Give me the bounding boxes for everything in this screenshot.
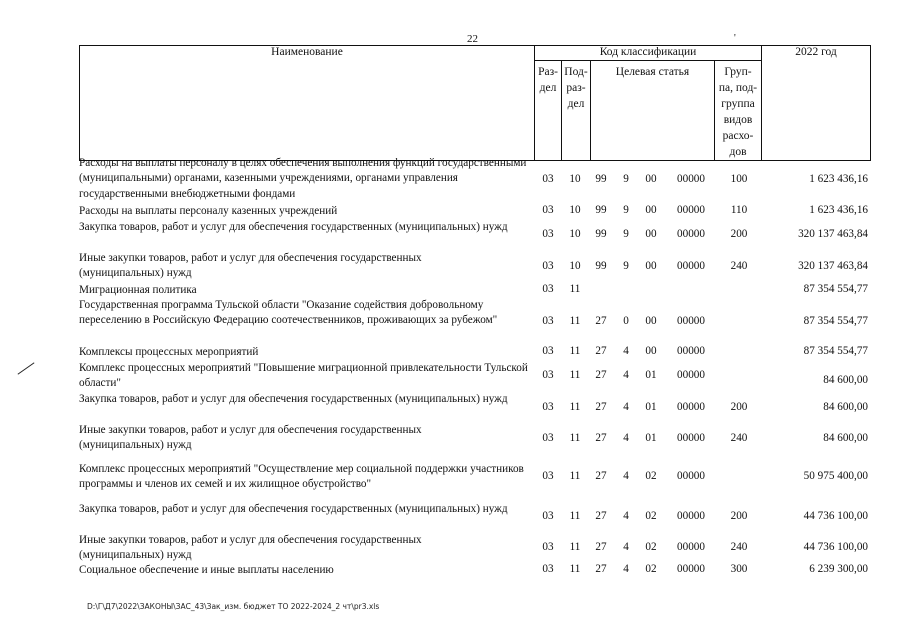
row-name: Закупка товаров, работ и услуг для обеспечения государственных (муниципальных) нужд bbox=[79, 393, 508, 405]
table-header bbox=[79, 45, 871, 161]
header-year: 2022 год bbox=[762, 46, 871, 161]
row-group: 200 bbox=[730, 228, 748, 240]
row-target-type: 4 bbox=[623, 470, 629, 482]
row-name: Государственная программа Тульской области "Оказание содействия добровольному переселению в Российскую Федерацию соотечественников, проживающих за рубежом" bbox=[79, 299, 498, 327]
row-razdel: 03 bbox=[542, 563, 554, 575]
row-razdel: 03 bbox=[542, 283, 554, 295]
row-razdel: 03 bbox=[542, 401, 554, 413]
row-podrazdel: 11 bbox=[569, 283, 581, 295]
header-group-line: па, под- bbox=[718, 82, 758, 94]
row-podrazdel: 10 bbox=[569, 173, 581, 185]
row-amount: 84 600,00 bbox=[823, 432, 868, 444]
row-podrazdel: 11 bbox=[569, 315, 581, 327]
row-name: Иные закупки товаров, работ и услуг для обеспечения государственных (муниципальных) нужд bbox=[79, 252, 422, 280]
row-name: Комплекс процессных мероприятий "Повышение миграционной привлекательности Тульской области" bbox=[79, 362, 528, 390]
header-podrazdel-line: раз- bbox=[566, 82, 586, 94]
row-podrazdel: 11 bbox=[569, 563, 581, 575]
row-group: 200 bbox=[730, 510, 748, 522]
row-target-program: 27 bbox=[595, 315, 607, 327]
header-podrazdel-line: Под- bbox=[564, 66, 588, 78]
table-row bbox=[79, 502, 870, 534]
header-name: Наименование bbox=[80, 46, 535, 161]
row-amount: 87 354 554,77 bbox=[803, 283, 868, 295]
row-group: 240 bbox=[730, 260, 748, 272]
row-podrazdel: 10 bbox=[569, 228, 581, 240]
row-podrazdel: 11 bbox=[569, 432, 581, 444]
row-razdel: 03 bbox=[542, 228, 554, 240]
row-target-direction: 00000 bbox=[677, 470, 705, 482]
table-row bbox=[79, 392, 870, 424]
table-row bbox=[79, 156, 870, 203]
row-name: Расходы на выплаты персоналу в целях обеспечения выполнения функций государственными (муниципальными) органами, казенными учреждениями, органами управления государственными внебюджетными фондами bbox=[79, 157, 527, 200]
row-target-program: 27 bbox=[595, 563, 607, 575]
row-amount: 320 137 463,84 bbox=[798, 228, 868, 240]
row-target-complex: 02 bbox=[645, 510, 657, 522]
header-target: Целевая статья bbox=[591, 61, 715, 161]
row-target-direction: 00000 bbox=[677, 432, 705, 444]
row-amount: 50 975 400,00 bbox=[803, 470, 868, 482]
table-row bbox=[79, 533, 870, 565]
row-target-direction: 00000 bbox=[677, 541, 705, 553]
row-name: Расходы на выплаты персоналу казенных учреждений bbox=[79, 205, 338, 217]
row-target-program: 99 bbox=[595, 228, 607, 240]
row-target-complex: 01 bbox=[645, 401, 657, 413]
table-row bbox=[79, 423, 870, 455]
row-amount: 84 600,00 bbox=[823, 401, 868, 413]
tick-mark: ' bbox=[734, 33, 736, 44]
header-razdel-line: Раз- bbox=[538, 66, 558, 78]
table-row bbox=[79, 462, 870, 498]
table-row bbox=[79, 283, 870, 299]
row-target-complex: 00 bbox=[645, 204, 657, 216]
row-podrazdel: 10 bbox=[569, 204, 581, 216]
row-amount: 6 239 300,00 bbox=[809, 563, 868, 575]
row-target-complex: 00 bbox=[645, 345, 657, 357]
header-razdel bbox=[535, 61, 562, 161]
row-target-program: 27 bbox=[595, 369, 607, 381]
row-razdel: 03 bbox=[542, 510, 554, 522]
row-target-type: 9 bbox=[623, 173, 629, 185]
row-target-type: 4 bbox=[623, 401, 629, 413]
row-podrazdel: 11 bbox=[569, 541, 581, 553]
header-group-line: дов bbox=[729, 146, 747, 158]
row-amount: 87 354 554,77 bbox=[803, 315, 868, 327]
row-name: Иные закупки товаров, работ и услуг для обеспечения государственных (муниципальных) нужд bbox=[79, 534, 422, 562]
row-target-direction: 00000 bbox=[677, 315, 705, 327]
row-target-direction: 00000 bbox=[677, 204, 705, 216]
row-amount: 320 137 463,84 bbox=[798, 260, 868, 272]
row-target-direction: 00000 bbox=[677, 510, 705, 522]
row-target-type: 9 bbox=[623, 260, 629, 272]
row-group: 300 bbox=[730, 563, 748, 575]
row-name: Миграционная политика bbox=[79, 284, 197, 296]
footer-file-path: D:\Г\Д7\2022\ЗАКОНЫ\ЗАС_43\Зак_изм. бюджет ТО 2022-2024_2 чт\pr3.xls bbox=[87, 602, 380, 611]
row-amount: 87 354 554,77 bbox=[803, 345, 868, 357]
row-amount: 1 623 436,16 bbox=[809, 173, 868, 185]
row-target-program: 27 bbox=[595, 470, 607, 482]
header-group-line: видов bbox=[723, 114, 753, 126]
row-name: Социальное обеспечение и иные выплаты населению bbox=[79, 564, 334, 576]
header-podrazdel bbox=[562, 61, 591, 161]
row-razdel: 03 bbox=[542, 541, 554, 553]
header-classification: Код классификации bbox=[535, 46, 762, 61]
row-razdel: 03 bbox=[542, 204, 554, 216]
row-target-program: 99 bbox=[595, 173, 607, 185]
header-razdel-line: дел bbox=[539, 82, 557, 94]
row-target-direction: 00000 bbox=[677, 401, 705, 413]
row-target-direction: 00000 bbox=[677, 563, 705, 575]
row-target-direction: 00000 bbox=[677, 260, 705, 272]
row-amount: 44 736 100,00 bbox=[803, 541, 868, 553]
table-row bbox=[79, 563, 870, 579]
row-target-complex: 00 bbox=[645, 173, 657, 185]
row-target-program: 27 bbox=[595, 541, 607, 553]
row-group: 240 bbox=[730, 432, 748, 444]
row-target-direction: 00000 bbox=[677, 228, 705, 240]
row-group: 110 bbox=[730, 204, 748, 216]
row-target-program: 27 bbox=[595, 510, 607, 522]
row-target-complex: 02 bbox=[645, 563, 657, 575]
row-razdel: 03 bbox=[542, 369, 554, 381]
header-podrazdel-line: дел bbox=[567, 98, 585, 110]
row-target-complex: 01 bbox=[645, 369, 657, 381]
row-target-complex: 02 bbox=[645, 541, 657, 553]
margin-pen-mark bbox=[18, 362, 35, 374]
row-target-direction: 00000 bbox=[677, 345, 705, 357]
row-group: 200 bbox=[730, 401, 748, 413]
row-target-direction: 00000 bbox=[677, 369, 705, 381]
row-amount: 1 623 436,16 bbox=[809, 204, 868, 216]
row-razdel: 03 bbox=[542, 315, 554, 327]
row-podrazdel: 10 bbox=[569, 260, 581, 272]
row-name: Комплексы процессных мероприятий bbox=[79, 346, 259, 358]
row-target-program: 27 bbox=[595, 401, 607, 413]
row-target-type: 4 bbox=[623, 345, 629, 357]
row-target-type: 4 bbox=[623, 510, 629, 522]
row-razdel: 03 bbox=[542, 260, 554, 272]
table-row bbox=[79, 204, 870, 221]
row-razdel: 03 bbox=[542, 432, 554, 444]
row-target-type: 4 bbox=[623, 563, 629, 575]
row-target-type: 4 bbox=[623, 432, 629, 444]
row-name: Закупка товаров, работ и услуг для обеспечения государственных (муниципальных) нужд bbox=[79, 503, 508, 515]
row-podrazdel: 11 bbox=[569, 510, 581, 522]
header-group-line: Груп- bbox=[724, 66, 752, 78]
row-target-type: 9 bbox=[623, 228, 629, 240]
row-target-complex: 00 bbox=[645, 315, 657, 327]
row-target-complex: 00 bbox=[645, 228, 657, 240]
row-razdel: 03 bbox=[542, 470, 554, 482]
row-name: Комплекс процессных мероприятий "Осуществление мер социальной поддержки участников программы и членов их семей и их жилищное обустройство" bbox=[79, 463, 524, 491]
header-group-line: группа bbox=[721, 98, 755, 110]
row-podrazdel: 11 bbox=[569, 470, 581, 482]
row-name: Иные закупки товаров, работ и услуг для обеспечения государственных (муниципальных) нужд bbox=[79, 424, 422, 452]
row-group: 240 bbox=[730, 541, 748, 553]
row-target-direction: 00000 bbox=[677, 173, 705, 185]
table-row bbox=[79, 345, 870, 361]
row-target-complex: 02 bbox=[645, 470, 657, 482]
row-podrazdel: 11 bbox=[569, 369, 581, 381]
row-podrazdel: 11 bbox=[569, 401, 581, 413]
row-razdel: 03 bbox=[542, 345, 554, 357]
row-target-program: 27 bbox=[595, 345, 607, 357]
table-row bbox=[79, 220, 870, 252]
header-group-line: расхо- bbox=[722, 130, 754, 142]
row-target-program: 99 bbox=[595, 260, 607, 272]
row-target-complex: 00 bbox=[645, 260, 657, 272]
row-target-type: 4 bbox=[623, 369, 629, 381]
table-row bbox=[79, 361, 870, 393]
row-target-type: 0 bbox=[623, 315, 629, 327]
header-group bbox=[715, 61, 762, 161]
row-amount: 84 600,00 bbox=[823, 374, 868, 386]
row-target-type: 9 bbox=[623, 204, 629, 216]
row-target-type: 4 bbox=[623, 541, 629, 553]
row-razdel: 03 bbox=[542, 173, 554, 185]
row-amount: 44 736 100,00 bbox=[803, 510, 868, 522]
page-number: 22 bbox=[467, 33, 478, 45]
row-target-complex: 01 bbox=[645, 432, 657, 444]
row-podrazdel: 11 bbox=[569, 345, 581, 357]
table-row bbox=[79, 251, 870, 283]
row-group: 100 bbox=[730, 173, 748, 185]
row-name: Закупка товаров, работ и услуг для обеспечения государственных (муниципальных) нужд bbox=[79, 221, 508, 233]
row-target-program: 99 bbox=[595, 204, 607, 216]
row-target-program: 27 bbox=[595, 432, 607, 444]
table-row bbox=[79, 298, 870, 345]
